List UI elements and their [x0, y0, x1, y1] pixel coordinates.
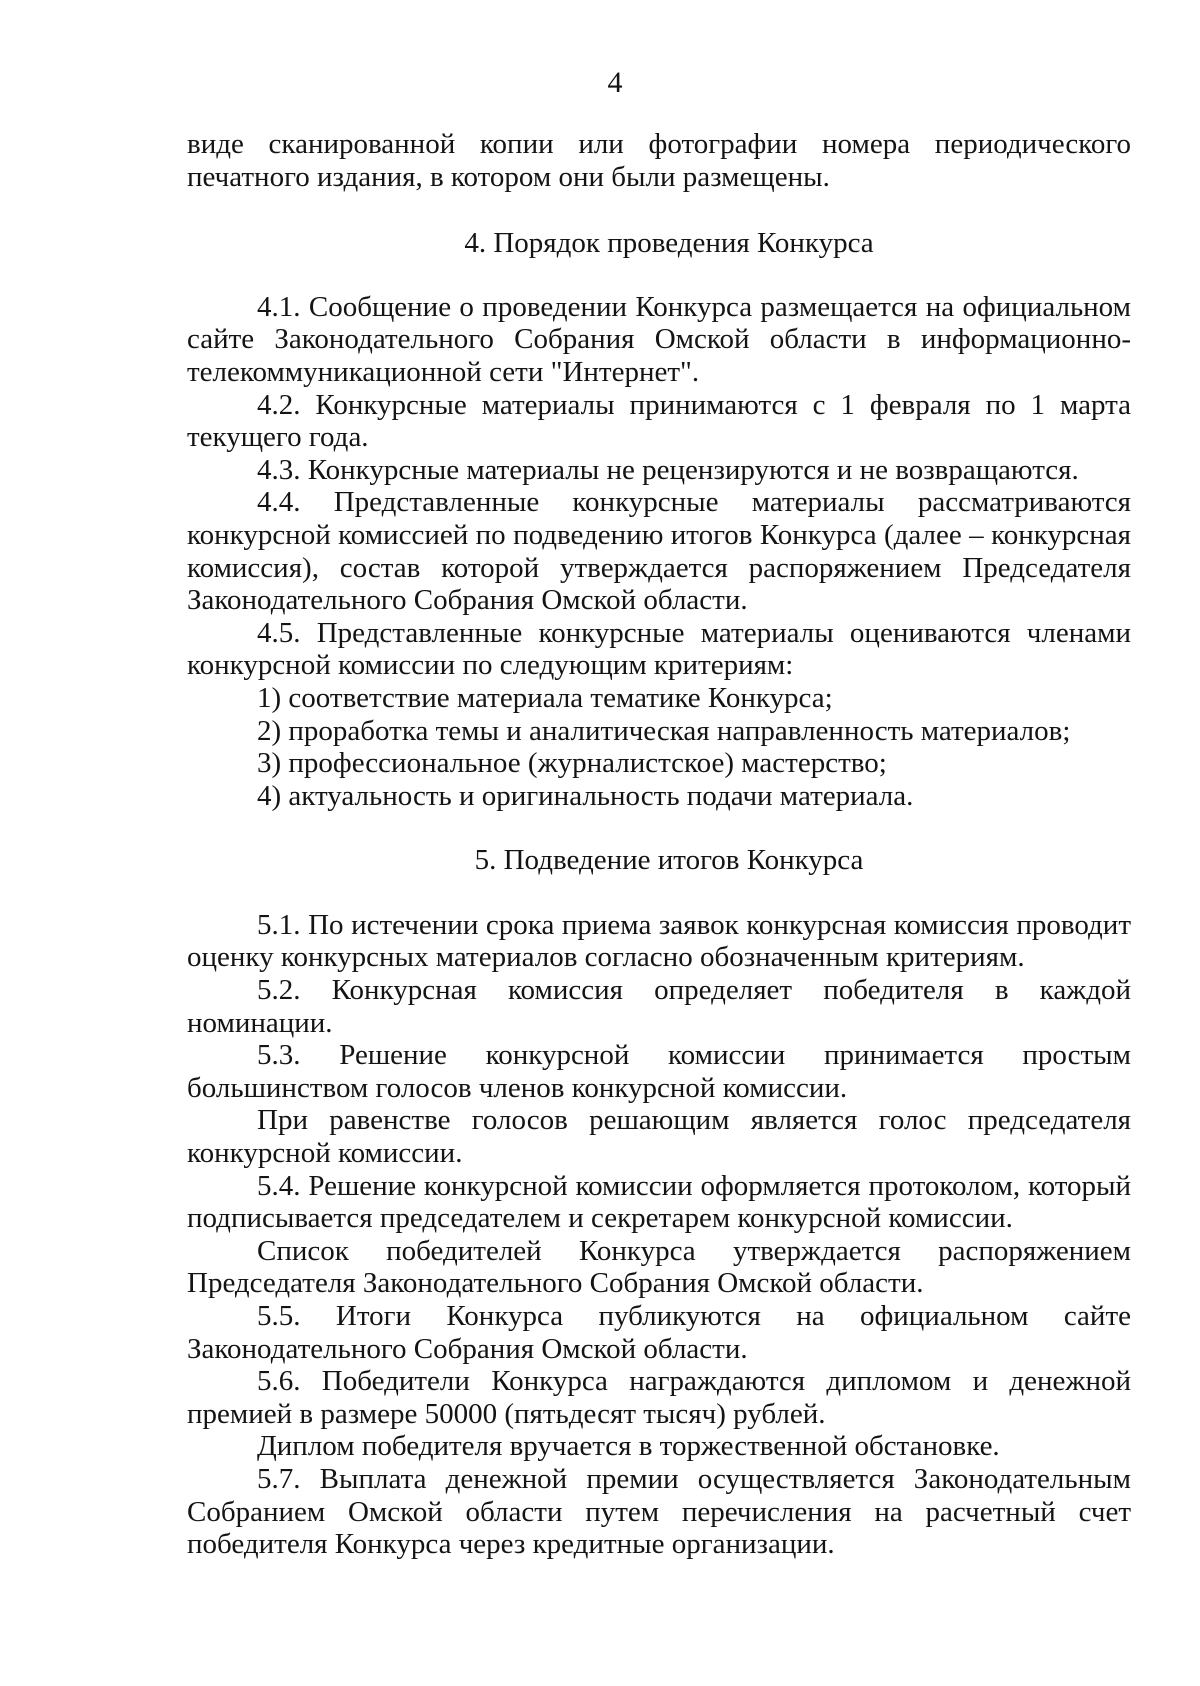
clause-4-3: 4.3. Конкурсные материалы не рецензируются и не возвращаются. — [257, 453, 1079, 486]
clause-5-7: 5.7. Выплата денежной премии осуществляется Законодательным Собранием Омской области путем перечисления на расчетный счет победителя Конкурса через кредитные организации. — [187, 1462, 1131, 1561]
criterion-item: 1) соответствие материала тематике Конкурса; — [257, 681, 833, 714]
clause-5-3-tie-rule: При равенстве голосов решающим является голос председателя конкурсной комиссии. — [187, 1104, 1131, 1170]
clause-5-3: 5.3. Решение конкурсной комиссии принимается простым большинством голосов членов конкурсной комиссии. — [187, 1039, 1131, 1104]
clause-4-5: 4.5. Представленные конкурсные материалы оцениваются членами конкурсной комиссии по следующим критериям: — [187, 616, 1131, 682]
document-body — [187, 128, 1131, 1561]
criterion-item: 3) профессиональное (журналистское) мастерство; — [257, 747, 887, 780]
section-4-title: 4. Порядок проведения Конкурса — [464, 227, 874, 260]
clause-5-4-winners-list: Список победителей Конкурса утверждается распоряжением Председателя Законодательного Собрания Омской области. — [187, 1234, 1131, 1300]
criterion-item: 4) актуальность и оригинальность подачи материала. — [257, 779, 914, 812]
clause-5-5: 5.5. Итоги Конкурса публикуются на официальном сайте Законодательного Собрания Омской области. — [187, 1300, 1131, 1365]
clause-4-1: 4.1. Сообщение о проведении Конкурса размещается на официальном сайте Законодательного Собрания Омской области в информационно-телекоммуникационной сети "Интернет". — [187, 290, 1131, 388]
page-number: 4 — [607, 66, 623, 99]
clause-5-2: 5.2. Конкурсная комиссия определяет победителя в каждой номинации. — [187, 974, 1131, 1039]
clause-4-4: 4.4. Представленные конкурсные материалы рассматриваются конкурсной комиссией по подведению итогов Конкурса (далее – конкурсная комиссия), состав которой утверждается распоряжением Председателя Законодательного Собрания Омской области. — [187, 486, 1131, 617]
clause-5-1: 5.1. По истечении срока приема заявок конкурсная комиссия проводит оценку конкурсных материалов согласно обозначенным критериям. — [187, 908, 1131, 974]
section-5-title: 5. Подведение итогов Конкурса — [474, 844, 864, 877]
clause-5-6-diploma: Диплом победителя вручается в торжественной обстановке. — [257, 1430, 1000, 1463]
clause-5-6: 5.6. Победители Конкурса награждаются дипломом и денежной премией в размере 50000 (пятьдесят тысяч) рублей. — [187, 1365, 1131, 1430]
intro-paragraph: виде сканированной копии или фотографии номера периодического печатного издания, в котором они были размещены. — [187, 128, 1131, 193]
criterion-item: 2) проработка темы и аналитическая направленность материалов; — [257, 714, 1071, 747]
clause-5-4: 5.4. Решение конкурсной комиссии оформляется протоколом, который подписывается председателем и секретарем конкурсной комиссии. — [187, 1169, 1131, 1235]
clause-4-2: 4.2. Конкурсные материалы принимаются с 1 февраля по 1 марта текущего года. — [187, 388, 1131, 454]
